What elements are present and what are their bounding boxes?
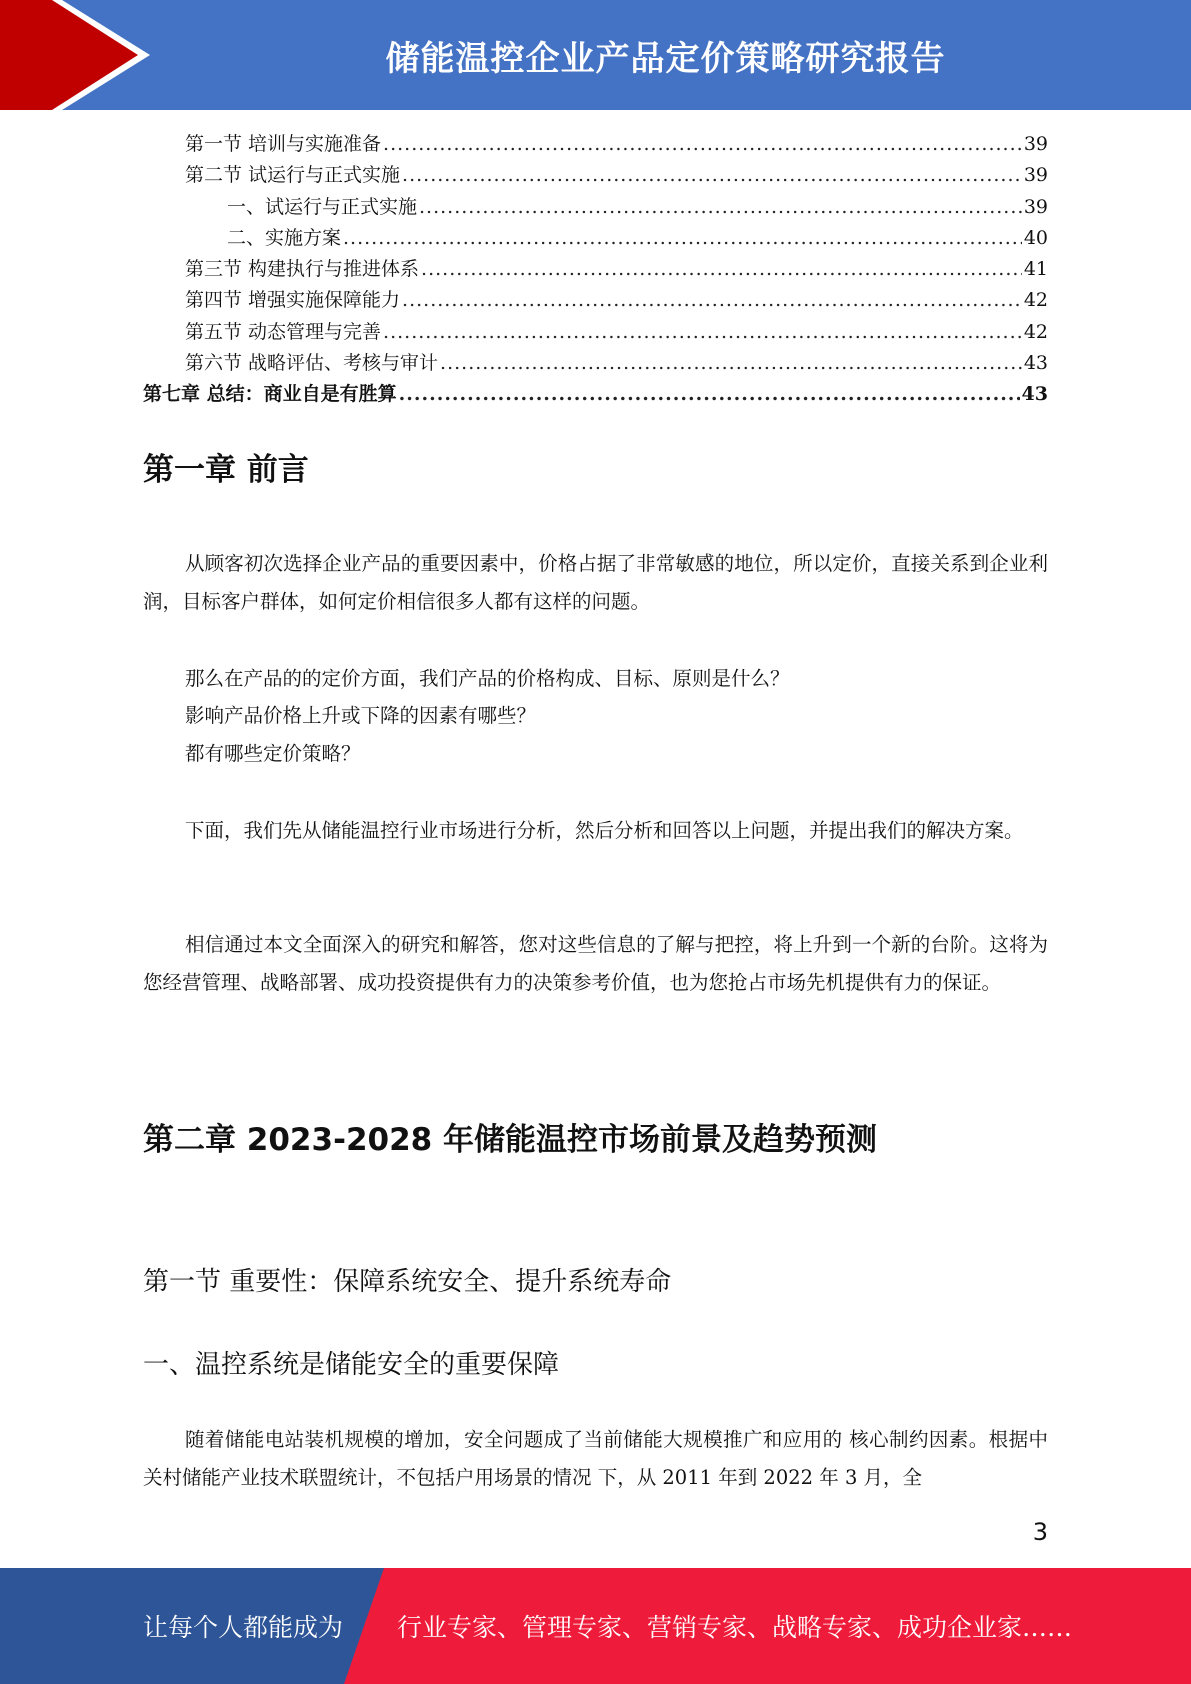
toc-entry[interactable] [143, 348, 1048, 379]
toc-entry-label: 第二节 试运行与正式实施 [185, 164, 401, 187]
section-heading: 第一节 重要性：保障系统安全、提升系统寿命 [143, 1267, 672, 1297]
toc-entry[interactable] [143, 285, 1048, 316]
toc-entry[interactable] [143, 129, 1048, 160]
subsection-heading: 一、温控系统是储能安全的重要保障 [143, 1350, 560, 1380]
toc-entry-label: 第五节 动态管理与完善 [185, 320, 382, 343]
chapter-1-heading: 第一章 前言 [143, 452, 309, 488]
toc-leader-dots [440, 348, 1022, 379]
toc-entry-label: 一、试运行与正式实施 [227, 195, 418, 218]
chapter-1-paragraph-1: 从顾客初次选择企业产品的重要因素中，价格占据了非常敏感的地位，所以定价，直接关系到企业利润，目标客户群体，如何定价相信很多人都有这样的问题。 [143, 552, 1048, 613]
page-number: 3 [1032, 1518, 1048, 1546]
toc-leader-dots [421, 254, 1022, 285]
toc-entry-label: 第四节 增强实施保障能力 [185, 289, 401, 312]
toc-entry[interactable] [143, 223, 1048, 254]
toc-entry[interactable] [143, 317, 1048, 348]
toc-entry-page: 43 [1021, 383, 1048, 406]
toc-entry-label: 第六节 战略评估、考核与审计 [185, 352, 439, 375]
question-line: 影响产品价格上升或下降的因素有哪些？ [185, 704, 537, 727]
footer-slogan-right: 行业专家、管理专家、营销专家、战略专家、成功企业家…… [397, 1613, 1073, 1642]
toc-leader-dots [343, 223, 1022, 254]
question-line: 那么在产品的的定价方面，我们产品的价格构成、目标、原则是什么？ [185, 667, 790, 690]
toc-leader-dots [402, 285, 1022, 316]
toc-entry-chapter[interactable] [143, 379, 1048, 410]
footer-slogan-left: 让每个人都能成为 [143, 1613, 344, 1642]
toc-entry-label: 二、实施方案 [227, 226, 342, 249]
toc-leader-dots [383, 317, 1022, 348]
toc-entry[interactable] [143, 192, 1048, 223]
toc-entry-page: 43 [1023, 352, 1048, 375]
toc-leader-dots [419, 192, 1022, 223]
toc-entry-label: 第一节 培训与实施准备 [185, 133, 382, 155]
header-banner [0, 0, 1191, 110]
toc-entry-page: 39 [1023, 164, 1048, 187]
toc-entry-page: 42 [1023, 320, 1048, 343]
toc-leader-dots [383, 129, 1022, 160]
toc-entry-page: 42 [1023, 289, 1048, 312]
chapter-1-paragraph-3: 相信通过本文全面深入的研究和解答，您对这些信息的了解与把控，将上升到一个新的台阶。这将为您经营管理、战略部署、成功投资提供有力的决策参考价值，也为您抢占市场先机提供有力的保证。 [143, 933, 1048, 994]
chapter-2-paragraph-1: 随着储能电站装机规模的增加，安全问题成了当前储能大规模推广和应用的 核心制约因素。根据中关村储能产业技术联盟统计，不包括户用场景的情况 下，从 2011 年到 2022 年 3 月，全 [143, 1428, 1048, 1489]
chapter-1-paragraph-2: 下面，我们先从储能温控行业市场进行分析，然后分析和回答以上问题，并提出我们的解决方案。 [185, 819, 1024, 842]
toc-leader-dots [402, 160, 1022, 191]
toc-entry-page: 39 [1023, 133, 1048, 155]
chapter-2-heading: 第二章 2023-2028 年储能温控市场前景及趋势预测 [143, 1122, 878, 1158]
toc-entry-page: 41 [1023, 258, 1048, 281]
report-title: 储能温控企业产品定价策略研究报告 [385, 38, 946, 79]
footer-banner [0, 1568, 1191, 1684]
toc-entry[interactable] [143, 160, 1048, 191]
toc-entry-label: 第三节 构建执行与推进体系 [185, 258, 420, 281]
toc-entry-page: 39 [1023, 195, 1048, 218]
toc-entry-page: 40 [1023, 226, 1048, 249]
toc-leader-dots [399, 379, 1020, 410]
toc-entry-label: 第七章 总结：商业自是有胜算 [143, 383, 397, 406]
table-of-contents [143, 129, 1048, 411]
toc-entry[interactable] [143, 254, 1048, 285]
question-line: 都有哪些定价策略？ [185, 742, 361, 765]
